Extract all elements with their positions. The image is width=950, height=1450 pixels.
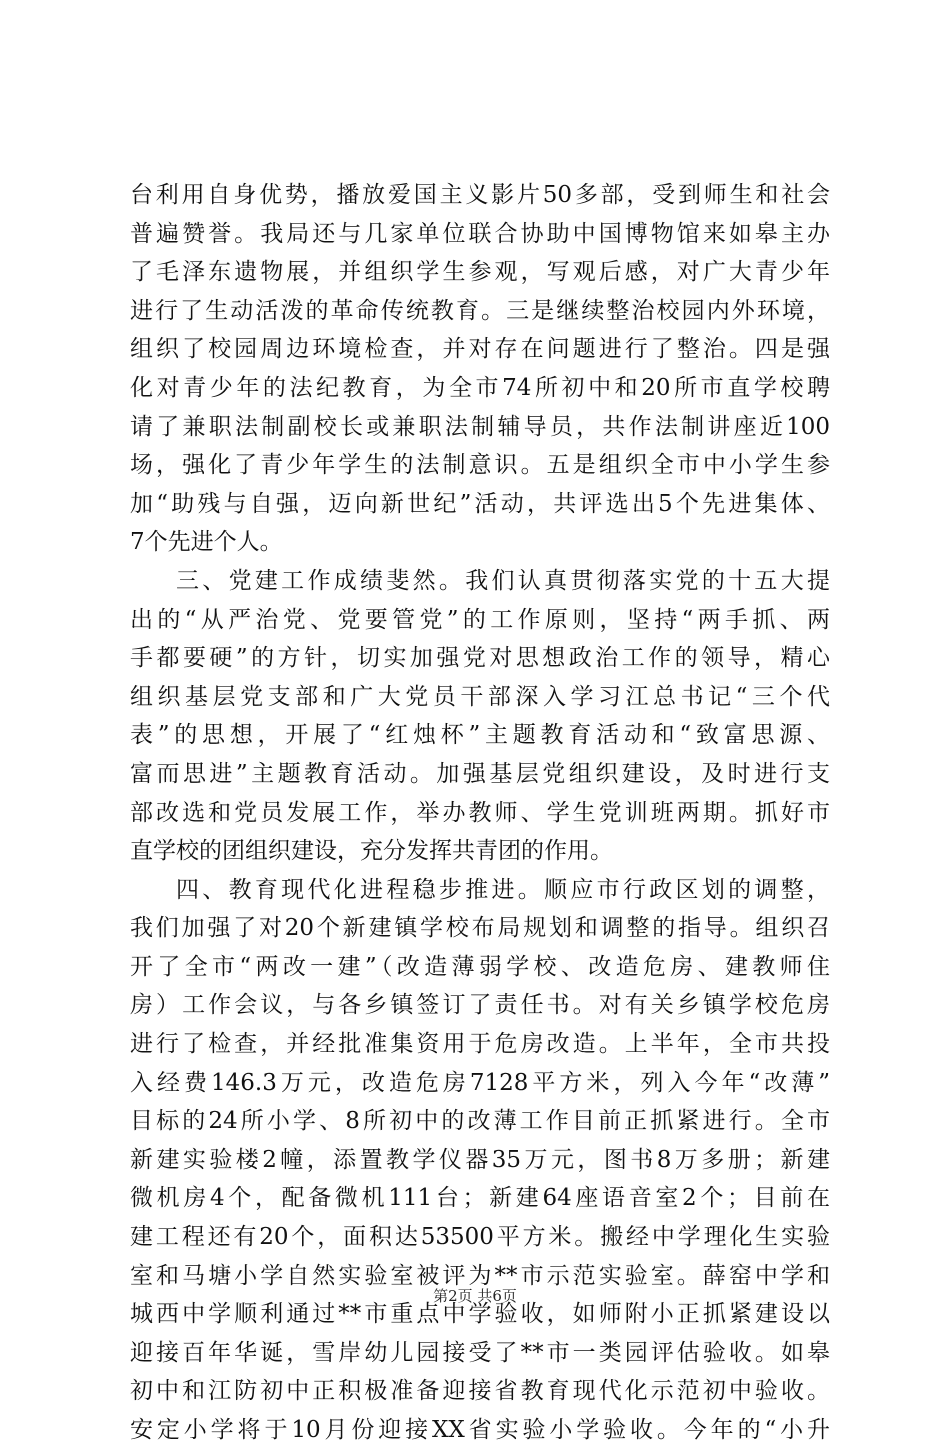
- text-line: 城西中学顺利通过**市重点中学验收，如师附小正抓紧建设以: [130, 1301, 830, 1328]
- text-line: 普遍赞誉。我局还与几家单位联合协助中国博物馆来如皋主办: [130, 220, 830, 247]
- text-line: 部改选和党员发展工作，举办教师、学生党训班两期。抓好市: [130, 799, 830, 826]
- text-line: 手都要硬”的方针，切实加强党对思想政治工作的领导，精心: [130, 645, 830, 672]
- text-line: 四、教育现代化进程稳步推进。顺应市行政区划的调整，: [176, 876, 830, 903]
- text-line: 微机房4个，配备微机111台；新建64座语音室2个；目前在: [130, 1185, 830, 1212]
- text-line: 台利用自身优势，播放爱国主义影片50多部，受到师生和社会: [130, 182, 830, 208]
- text-line: 新建实验楼2幢，添置教学仪器35万元，图书8万多册；新建: [130, 1146, 830, 1173]
- text-line: 入经费146.3万元，改造危房7128平方米，列入今年“改薄”: [130, 1069, 830, 1096]
- text-line: 请了兼职法制副校长或兼职法制辅导员，共作法制讲座近100: [130, 413, 830, 440]
- text-line: 安定小学将于10月份迎接XX省实验小学验收。今年的“小升: [130, 1417, 830, 1443]
- text-line: 三、党建工作成绩斐然。我们认真贯彻落实党的十五大提: [176, 567, 830, 594]
- text-line: 组织基层党支部和广大党员干部深入学习江总书记“三个代: [130, 683, 830, 710]
- text-line: 目标的24所小学、8所初中的改薄工作目前正抓紧进行。全市: [130, 1108, 830, 1135]
- text-line: 加“助残与自强，迈向新世纪”活动，共评选出5个先进集体、: [130, 490, 830, 517]
- text-line: 房）工作会议，与各乡镇签订了责任书。对有关乡镇学校危房: [130, 992, 830, 1019]
- text-line: 初中和江防初中正积极准备迎接省教育现代化示范初中验收。: [130, 1378, 830, 1405]
- document-body: [130, 176, 830, 1450]
- text-line: 组织了校园周边环境检查，并对存在问题进行了整治。四是强: [130, 336, 830, 363]
- text-line: 了毛泽东遗物展，并组织学生参观，写观后感，对广大青少年: [130, 259, 830, 286]
- text-line: 室和马塘小学自然实验室被评为**市示范实验室。薛窑中学和: [130, 1262, 830, 1289]
- text-line: 出的“从严治党、党要管党”的工作原则，坚持“两手抓、两: [130, 606, 830, 633]
- text-line: 7个先进个人。: [130, 529, 283, 556]
- text-line: 开了全市“两改一建”（改造薄弱学校、改造危房、建教师住: [130, 953, 830, 980]
- text-line: 进行了生动活泼的革命传统教育。三是继续整治校园内外环境，: [130, 297, 830, 324]
- text-line: 化对青少年的法纪教育，为全市74所初中和20所市直学校聘: [130, 374, 830, 401]
- text-line: 我们加强了对20个新建镇学校布局规划和调整的指导。组织召: [130, 915, 830, 942]
- text-line: 迎接百年华诞，雪岸幼儿园接受了**市一类园评估验收。如皋: [130, 1339, 830, 1366]
- text-line: 直学校的团组织建设，充分发挥共青团的作用。: [130, 838, 613, 865]
- text-line: 建工程还有20个，面积达53500平方米。搬经中学理化生实验: [130, 1224, 830, 1251]
- text-line: 进行了检查，并经批准集资用于危房改造。上半年，全市共投: [130, 1031, 830, 1058]
- text-line: 富而思进”主题教育活动。加强基层党组织建设，及时进行支: [130, 760, 830, 787]
- text-line: 场，强化了青少年学生的法制意识。五是组织全市中小学生参: [130, 452, 830, 479]
- page-footer: 第2页 共6页: [433, 1287, 517, 1305]
- text-line: 表”的思想，开展了“红烛杯”主题教育活动和“致富思源、: [130, 722, 830, 749]
